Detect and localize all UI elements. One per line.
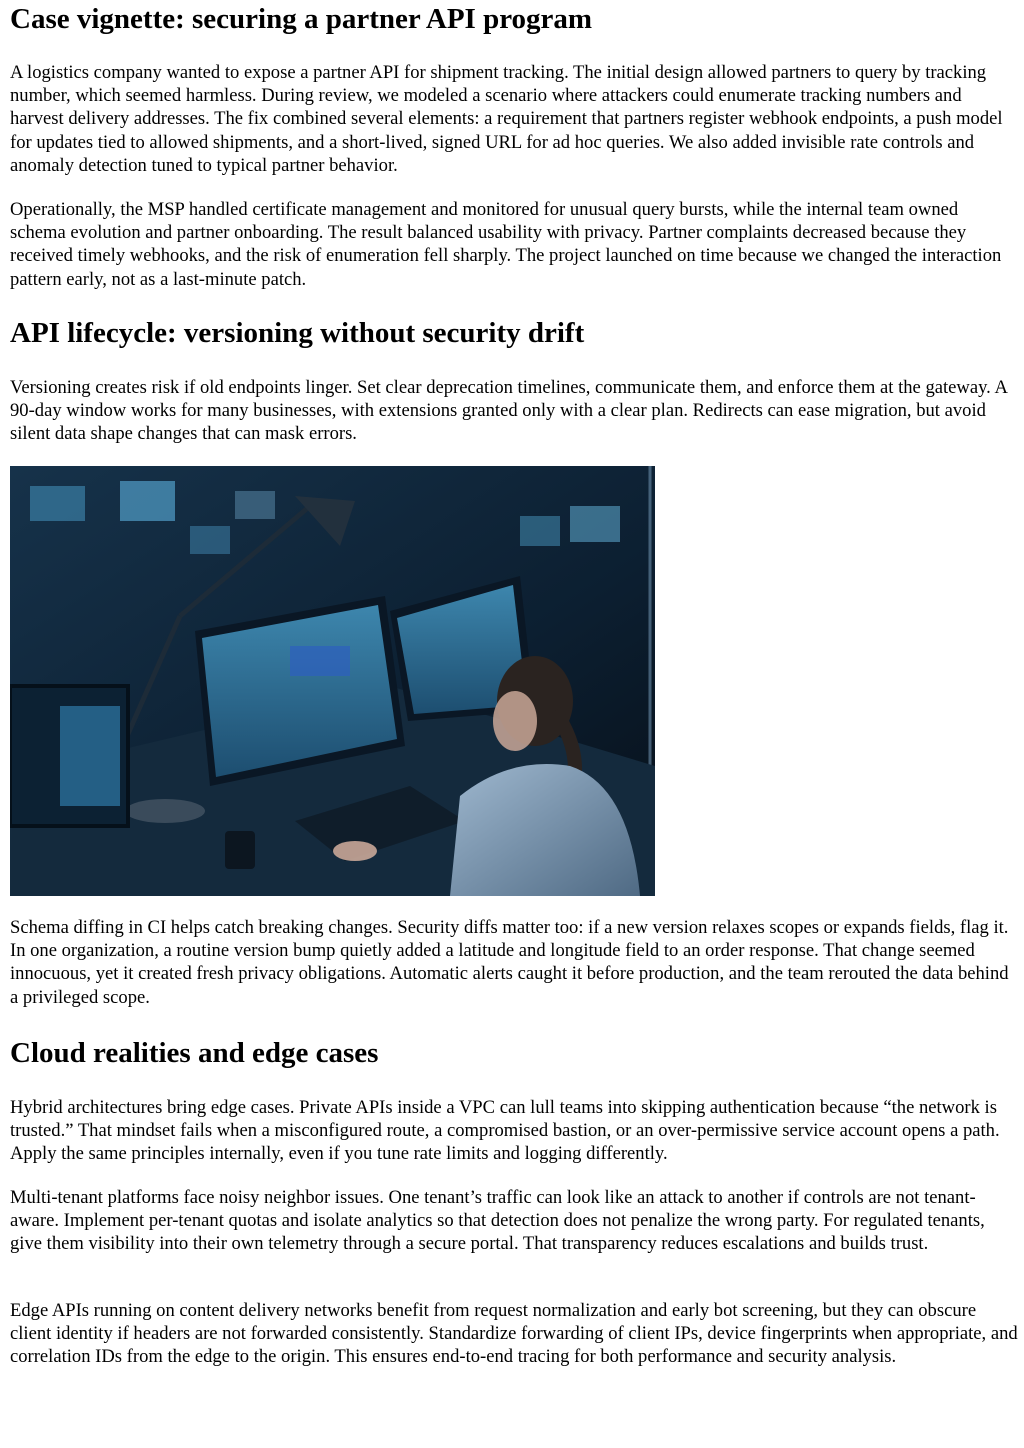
paragraph: Edge APIs running on content delivery networks benefit from request normalization and early bot screening, but they can obscure client identity if headers are not forwarded consistently. Standardize forwarding of client IPs, device fingerprints when appropriate, and correlation IDs from the edge to the origin. This ensures end-to-end tracing for both performance and security analysis. <box>10 1300 1018 1368</box>
heading-cloud-realities: Cloud realities and edge cases <box>10 1037 379 1069</box>
paragraph: Multi-tenant platforms face noisy neighbor issues. One tenant’s traffic can look like an attack to another if controls are not tenant-aware. Implement per-tenant quotas and isolate analytics so that detection does not penalize the wrong party. For regulated tenants, give them visibility into their own telemetry through a secure portal. That transparency reduces escalations and builds trust. <box>10 1187 985 1255</box>
paragraph: Schema diffing in CI helps catch breaking changes. Security diffs matter too: if a new version relaxes scopes or expands fields, flag it. In one organization, a routine version bump quietly added a latitude and longitude field to an order response. That change seemed innocuous, yet it created fresh privacy obligations. Automatic alerts caught it before production, and the team rerouted the data behind a privileged scope. <box>10 917 1009 1008</box>
heading-api-lifecycle: API lifecycle: versioning without security drift <box>10 317 585 349</box>
heading-case-vignette: Case vignette: securing a partner API program <box>10 3 593 35</box>
paragraph: Operationally, the MSP handled certificate management and monitored for unusual query bursts, while the internal team owned schema evolution and partner onboarding. The result balanced usability with privacy. Partner complaints decreased because they received timely webhooks, and the risk of enumeration fell sharply. The project launched on time because we changed the interaction pattern early, not as a last-minute patch. <box>10 199 1002 290</box>
paragraph: Hybrid architectures bring edge cases. Private APIs inside a VPC can lull teams into skipping authentication because “the network is trusted.” That mindset fails when a misconfigured route, a compromised bastion, or an over-permissive service account opens a path. Apply the same principles internally, even if you tune rate limits and logging differently. <box>10 1097 1000 1165</box>
photo-security-operations-center <box>10 466 655 896</box>
paragraph: A logistics company wanted to expose a partner API for shipment tracking. The initial design allowed partners to query by tracking number, which seemed harmless. During review, we modeled a scenario where attackers could enumerate tracking numbers and harvest delivery addresses. The fix combined several elements: a requirement that partners register webhook endpoints, a push model for updates tied to allowed shipments, and a short-lived, signed URL for ad hoc queries. We also added invisible rate controls and anomaly detection tuned to typical partner behavior. <box>10 62 1003 176</box>
paragraph: Versioning creates risk if old endpoints linger. Set clear deprecation timelines, communicate them, and enforce them at the gateway. A 90-day window works for many businesses, with extensions granted only with a clear plan. Redirects can ease migration, but avoid silent data shape changes that can mask errors. <box>10 377 1007 445</box>
